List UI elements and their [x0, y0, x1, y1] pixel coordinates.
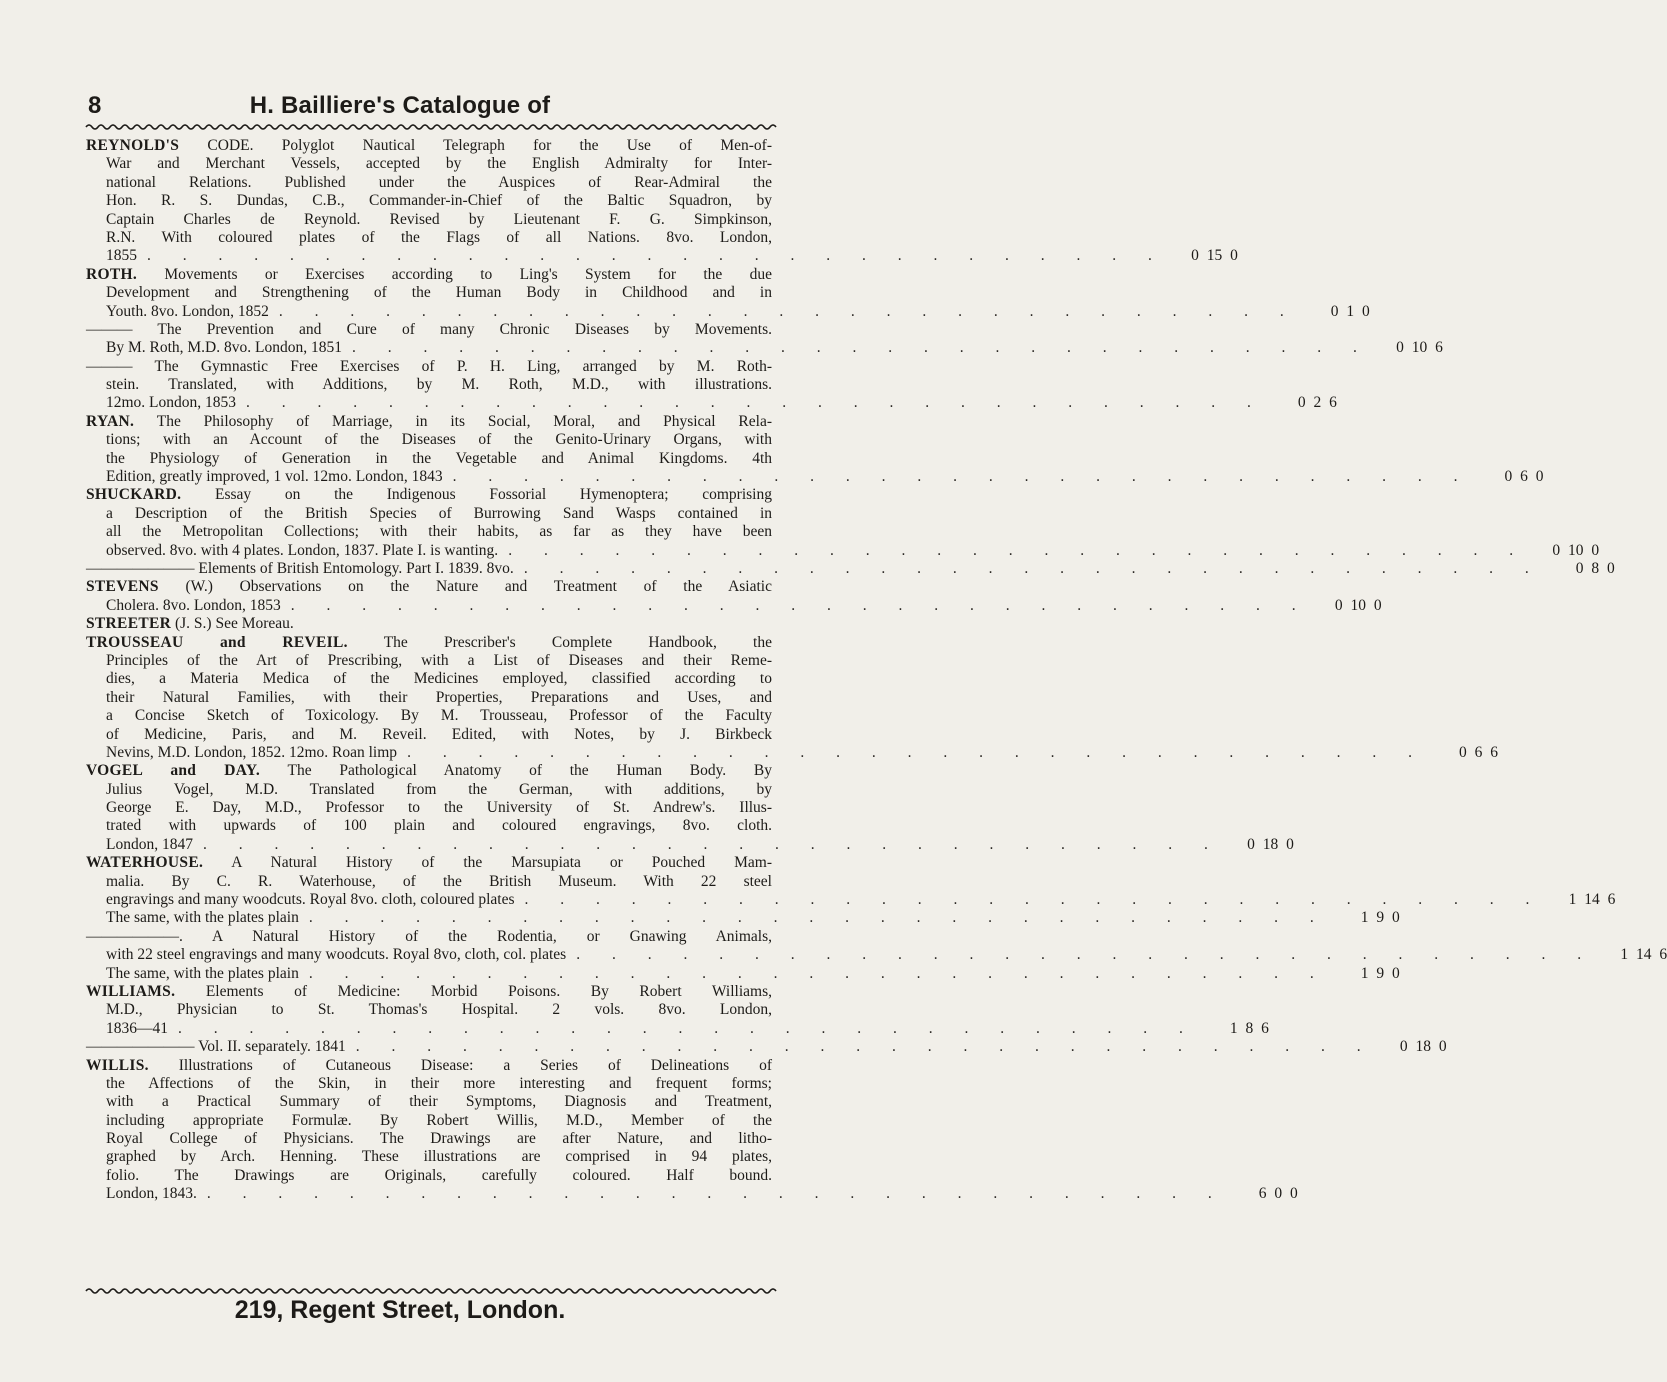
entry-text: 1855	[106, 247, 137, 265]
entry-text: SHUCKARD. Essay on the Indigenous Fossorial Hymenoptera; comprising	[86, 486, 772, 504]
entry-line	[86, 928, 772, 946]
leader-dots: . . . . . . . . . . . . . . . . . . . . . . . . . . . . .	[355, 1038, 1375, 1056]
bottom-ornamental-rule	[86, 1286, 774, 1296]
footer-address: 219, Regent Street, London.	[234, 1296, 566, 1324]
entry-text: The same, with the plates plain	[106, 964, 299, 982]
entry-text: London, 1847	[106, 835, 193, 853]
leader-dots: . . . . . . . . . . . . . . . . . . . . . . . . . . . . .	[508, 541, 1528, 559]
entry-price: 0 6 0	[1504, 468, 1544, 486]
entry-line	[86, 523, 772, 541]
entry-line	[86, 835, 1294, 854]
entry-line	[86, 394, 1337, 412]
leader-dots: . . . . . . . . . . . . . . . . . . . . . . . . . . . . .	[524, 891, 1544, 909]
entry-text: RYAN. The Philosophy of Marriage, in its Social, Moral, and Physical Rela-	[86, 412, 772, 430]
entry-line	[86, 1038, 1447, 1056]
entry-line	[86, 726, 772, 744]
entry-line	[86, 559, 1615, 578]
entry-text: Royal College of Physicians. The Drawings are after Nature, and litho-	[106, 1130, 772, 1148]
entry-line	[86, 247, 1238, 265]
entry-heading-line	[86, 762, 772, 780]
entry-price: 0 18 0	[1247, 835, 1294, 853]
entry-line	[86, 1093, 772, 1111]
entry-line	[86, 1075, 772, 1093]
entry-text: Captain Charles de Reynold. Revised by Lieutenant F. G. Simpkinson,	[106, 210, 772, 228]
leader-dots: . . . . . . . . . . . . . . . . . . . . . . . . . . . . .	[308, 909, 1328, 927]
entry-line	[86, 1019, 1269, 1038]
entry-price: 1 8 6	[1229, 1019, 1269, 1037]
entry-text: a Concise Sketch of Toxicology. By M. Trousseau, Professor of the Faculty	[106, 707, 772, 725]
leader-dots: . . . . . . . . . . . . . . . . . . . . . . . . . . . . .	[523, 559, 1543, 577]
entry-text: engravings and many woodcuts. Royal 8vo. cloth, coloured plates	[106, 891, 515, 909]
entry-heading-line	[86, 1057, 772, 1075]
entry-line	[86, 431, 772, 449]
entry-line	[86, 596, 1382, 615]
entry-price: 0 18 0	[1399, 1038, 1447, 1056]
entry-text: national Relations. Published under the Auspices of Rear-Admiral the	[106, 173, 772, 191]
entry-line	[86, 1112, 772, 1130]
entry-price: 1 14 6	[1568, 891, 1616, 909]
entry-line	[86, 799, 772, 817]
entry-text: WATERHOUSE. A Natural History of the Marsupiata or Pouched Mam-	[86, 854, 772, 872]
top-ornamental-rule	[86, 122, 774, 132]
entry-line	[86, 1148, 772, 1166]
entry-text: their Natural Families, with their Properties, Preparations and Uses, and	[106, 688, 772, 706]
leader-dots: . . . . . . . . . . . . . . . . . . . . . . . . . . . . .	[202, 835, 1222, 853]
entry-text: observed. 8vo. with 4 plates. London, 1837. Plate I. is wanting.	[106, 541, 499, 559]
entry-text: WILLIS. Illustrations of Cutaneous Disease: a Series of Delineations of	[86, 1056, 772, 1074]
running-head: H. Bailliere's Catalogue of	[249, 92, 551, 119]
entry-text: all the Metropolitan Collections; with their habits, as far as they have been	[106, 523, 772, 541]
entry-text: The same, with the plates plain	[106, 909, 299, 927]
entry-text: Nevins, M.D. London, 1852. 12mo. Roan limp	[106, 743, 398, 761]
entry-text: REYNOLD'S CODE. Polyglot Nautical Telegraph for the Use of Men-of-	[86, 137, 772, 154]
entry-line	[86, 1130, 772, 1148]
entry-line	[86, 211, 772, 229]
entry-text: R.N. With coloured plates of the Flags of all Nations. 8vo. London,	[106, 228, 772, 246]
entry-text: Principles of the Art of Prescribing, with a List of Diseases and their Reme-	[106, 651, 772, 669]
leader-dots: . . . . . . . . . . . . . . . . . . . . . . . . . . . . .	[351, 339, 1371, 357]
entry-price: 0 8 0	[1575, 559, 1615, 577]
entry-line	[86, 689, 772, 707]
entry-line	[86, 652, 772, 670]
entry-line	[86, 229, 772, 247]
entry-heading-line	[86, 578, 772, 596]
entry-line	[86, 192, 772, 210]
entry-line	[86, 376, 772, 394]
entry-price: 6 0 0	[1258, 1185, 1298, 1203]
entry-price: 0 10 0	[1552, 541, 1600, 559]
leader-dots: . . . . . . . . . . . . . . . . . . . . . . . . . . . . .	[206, 1185, 1226, 1203]
entry-text: War and Merchant Vessels, accepted by the English Admiralty for Inter-	[106, 155, 772, 173]
page-number: 8	[88, 92, 102, 119]
entry-text: dies, a Materia Medica of the Medicines employed, classified according to	[106, 670, 772, 688]
entry-line	[86, 781, 772, 799]
entry-text: Cholera. 8vo. London, 1853	[106, 596, 281, 614]
entry-heading-line	[86, 634, 772, 652]
entry-text: of Medicine, Paris, and M. Reveil. Edited, with Notes, by J. Birkbeck	[106, 725, 772, 743]
entry-price: 0 15 0	[1191, 247, 1238, 265]
entry-text: TROUSSEAU and REVEIL. The Prescriber's Complete Handbook, the	[86, 633, 772, 651]
entry-text: with 22 steel engravings and many woodcuts. Royal 8vo, cloth, col. plates	[106, 946, 567, 964]
entry-text: graphed by Arch. Henning. These illustrations are comprised in 94 plates,	[106, 1148, 772, 1166]
entry-text: Youth. 8vo. London, 1852	[106, 302, 269, 320]
entry-text: ——————— Elements of British Entomology. Part I. 1839. 8vo.	[86, 559, 514, 577]
entry-text: ROTH. Movements or Exercises according to Ling's System for the due	[86, 265, 772, 283]
entry-text: Development and Strengthening of the Human Body in Childhood and in	[106, 284, 772, 302]
entry-text: the Physiology of Generation in the Vegetable and Animal Kingdoms. 4th	[106, 449, 772, 467]
leader-dots: . . . . . . . . . . . . . . . . . . . . . . . . . . . . .	[407, 743, 1426, 761]
entry-text: M.D., Physician to St. Thomas's Hospital. 2 vols. 8vo. London,	[106, 1001, 772, 1019]
entry-text: stein. Translated, with Additions, by M. Roth, M.D., with illustrations.	[106, 376, 772, 394]
entry-text: Edition, greatly improved, 1 vol. 12mo. London, 1843	[106, 468, 443, 486]
entry-line	[86, 1001, 772, 1019]
entry-price: 1 14 6	[1620, 946, 1667, 964]
leader-dots: . . . . . . . . . . . . . . . . . . . . . . . . . . . . .	[452, 468, 1472, 486]
leader-dots: . . . . . . . . . . . . . . . . . . . . . . . . . . . . .	[278, 302, 1298, 320]
entry-text: Julius Vogel, M.D. Translated from the German, with additions, by	[106, 780, 772, 798]
leader-dots: . . . . . . . . . . . . . . . . . . . . . . . . . . . . .	[246, 394, 1265, 412]
entry-line	[86, 155, 772, 173]
entry-text: 1836—41	[106, 1019, 168, 1037]
entry-line	[86, 1167, 772, 1185]
entry-line	[86, 321, 772, 339]
entry-line	[86, 817, 772, 835]
entry-line	[86, 1185, 1298, 1203]
entry-text: George E. Day, M.D., Professor to the University of St. Andrew's. Illus-	[106, 799, 772, 817]
entry-price: 1 9 0	[1360, 964, 1400, 982]
entry-line	[86, 743, 1498, 762]
entry-line	[86, 302, 1370, 321]
entry-text: ——————. A Natural History of the Rodentia, or Gnawing Animals,	[86, 927, 772, 945]
entry-text: STREETER (J. S.) See Moreau.	[86, 615, 294, 633]
entry-price: 1 9 0	[1360, 909, 1400, 927]
entry-line	[86, 174, 772, 192]
entry-text: tions; with an Account of the Diseases of the Genito-Urinary Organs, with	[106, 431, 772, 449]
leader-dots: . . . . . . . . . . . . . . . . . . . . . . . . . . . . .	[147, 247, 1166, 265]
leader-dots: . . . . . . . . . . . . . . . . . . . . . . . . . . . . .	[178, 1019, 1197, 1037]
entry-text: Hon. R. S. Dundas, C.B., Commander-in-Chief of the Baltic Squadron, by	[106, 192, 772, 210]
entry-line	[86, 873, 772, 891]
catalogue-entries	[86, 137, 1667, 1204]
entry-line	[86, 284, 772, 302]
entry-text: trated with upwards of 100 plain and coloured engravings, 8vo. cloth.	[106, 817, 772, 835]
entry-price: 0 1 0	[1330, 302, 1370, 320]
entry-text: ——— The Prevention and Cure of many Chronic Diseases by Movements.	[86, 320, 772, 338]
entry-text: London, 1843.	[106, 1185, 197, 1203]
entry-text: 12mo. London, 1853	[106, 394, 237, 412]
entry-text: folio. The Drawings are Originals, carefully coloured. Half bound.	[106, 1166, 772, 1184]
entry-heading-line	[86, 615, 772, 633]
entry-text: VOGEL and DAY. The Pathological Anatomy of the Human Body. By	[86, 762, 772, 780]
entry-text: ——————— Vol. II. separately. 1841	[86, 1038, 346, 1056]
entry-line	[86, 358, 772, 376]
entry-text: including appropriate Formulæ. By Robert Willis, M.D., Member of the	[106, 1111, 772, 1129]
entry-line	[86, 339, 1443, 357]
entry-text: By M. Roth, M.D. 8vo. London, 1851	[106, 339, 342, 357]
entry-text: a Description of the British Species of Burrowing Sand Wasps contained in	[106, 504, 772, 522]
entry-line	[86, 670, 772, 688]
entry-heading-line	[86, 983, 772, 1001]
entry-price: 0 10 0	[1334, 596, 1382, 614]
entry-line	[86, 891, 1616, 909]
entry-price: 0 6 6	[1458, 743, 1498, 761]
entry-line	[86, 946, 1667, 964]
entry-text: the Affections of the Skin, in their more interesting and frequent forms;	[106, 1074, 772, 1092]
entry-line	[86, 450, 772, 468]
entry-price: 0 10 6	[1396, 339, 1443, 357]
entry-line	[86, 964, 1400, 983]
entry-line	[86, 707, 772, 725]
entry-heading-line	[86, 413, 772, 431]
entry-text: with a Practical Summary of their Symptoms, Diagnosis and Treatment,	[106, 1093, 772, 1111]
entry-text: STEVENS (W.) Observations on the Nature and Treatment of the Asiatic	[86, 578, 772, 596]
entry-line	[86, 468, 1544, 486]
entry-heading-line	[86, 854, 772, 872]
entry-heading-line	[86, 266, 772, 284]
entry-line	[86, 909, 1400, 927]
entry-line	[86, 541, 1600, 560]
entry-price: 0 2 6	[1297, 394, 1337, 412]
leader-dots: . . . . . . . . . . . . . . . . . . . . . . . . . . . . .	[290, 596, 1310, 614]
leader-dots: . . . . . . . . . . . . . . . . . . . . . . . . . . . . .	[576, 946, 1596, 964]
leader-dots: . . . . . . . . . . . . . . . . . . . . . . . . . . . . .	[308, 964, 1328, 982]
entry-heading-line	[86, 137, 772, 155]
entry-text: WILLIAMS. Elements of Medicine: Morbid Poisons. By Robert Williams,	[86, 982, 772, 1000]
entry-text: malia. By C. R. Waterhouse, of the British Museum. With 22 steel	[106, 872, 772, 890]
entry-line	[86, 505, 772, 523]
entry-text: ——— The Gymnastic Free Exercises of P. H. Ling, arranged by M. Roth-	[86, 357, 772, 375]
entry-heading-line	[86, 486, 772, 504]
